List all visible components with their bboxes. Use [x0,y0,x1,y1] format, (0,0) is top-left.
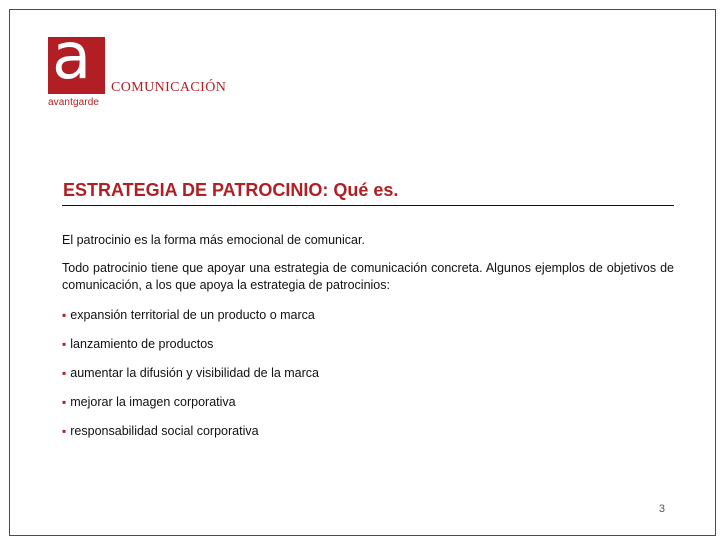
bullet-icon: ▪ [62,366,67,380]
list-item-text: mejorar la imagen corporativa [70,395,236,409]
section-label: COMUNICACIÓN [111,80,227,95]
bullet-icon: ▪ [62,424,67,438]
list-item-text: lanzamiento de productos [70,337,214,351]
list-item [62,307,319,336]
list-item-text: aumentar la difusión y visibilidad de la marca [70,366,320,380]
logo-wordmark: avantgarde [48,97,100,108]
avantgarde-logo [48,20,105,108]
page-number: 3 [658,503,665,515]
intro-text: El patrocinio es la forma más emocional de comunicar. [62,233,365,247]
list-item [62,394,319,423]
title-divider [62,205,674,206]
list-item-text: responsabilidad social corporativa [70,424,259,438]
bullet-icon: ▪ [62,395,67,409]
logo-letter: a [52,20,92,94]
body-paragraph: Todo patrocinio tiene que apoyar una estrategia de comunicación concreta. Algunos ejemplos de objetivos de comunicación, a los que apoya la estrategia de patrocinios: [62,261,674,292]
bullet-icon: ▪ [62,308,67,322]
bullet-icon: ▪ [62,337,67,351]
list-item [62,365,319,394]
objectives-list [62,307,319,452]
list-item [62,336,319,365]
slide-title: ESTRATEGIA DE PATROCINIO: Qué es. [63,180,399,200]
list-item-text: expansión territorial de un producto o marca [70,308,315,322]
logo-mark [48,20,105,94]
list-item [62,423,319,452]
